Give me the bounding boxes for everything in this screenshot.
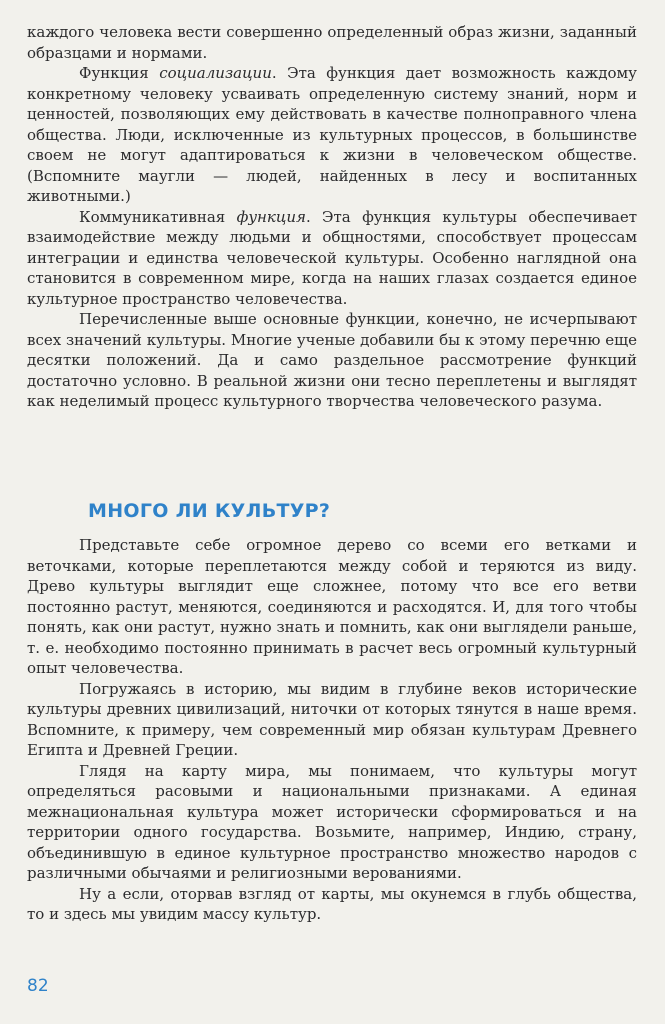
- term-socialization: социализации: [159, 64, 272, 82]
- paragraph-continuation: каждого человека вести совершенно определенный образ жизни, заданный образцами и нормами.: [27, 23, 637, 62]
- paragraph-map: Глядя на карту мира, мы понимаем, что культуры могут определяться расовыми и национальными признаками. А единая межнациональная культура может исторически сформироваться и на территории одного государства. Возьмите, например, Индию, страну, объединившую в единое культурное пространство множество народов с различными обычаями и религиозными верованиями.: [27, 761, 637, 882]
- paragraph-body: . Эта функция культуры обеспечивает взаимодействие между людьми и общностями, способствует процессам интеграции и единства человеческой культуры. Особенно наглядной она становится в современном мире, когда на наших глазах создается единое культурное пространство человечества.: [27, 207, 638, 308]
- paragraph-body: . Эта функция дает возможность каждому конкретному человеку усваивать определенную систему знаний, норм и ценностей, позволяющих ему действовать в качестве полноправного члена общества. Люди, исключенные из культурных процессов, в большинстве своем не могут адаптироваться к жизни в человеческом обществе. (Вспомните маугли — людей, найденных в лесу и воспитанных животными.): [27, 64, 637, 205]
- term-function: функция: [236, 207, 306, 226]
- paragraph-tree: Представьте себе огромное дерево со всеми его ветками и веточками, которые переплетаются между собой и теряются из виду. Древо культуры выглядит еще сложнее, потому что все его ветви постоянно растут, меняются, соединяются и расходятся. И, для того чтобы понять, как они растут, нужно знать и помнить, как они выглядели раньше, т. е. необходимо постоянно принимать в расчет весь огромный культурный опыт человечества.: [27, 536, 637, 677]
- paragraph-communicative: [27, 207, 637, 310]
- paragraph-history: Погружаясь в историю, мы видим в глубине веков исторические культуры древних цивилизаций, ниточки от которых тянутся в наше время. Вспомните, к примеру, чем современный мир обязан культурам Древнего Египта и Древней Греции.: [27, 679, 637, 759]
- paragraph-socialization: [27, 63, 637, 207]
- paragraph-lead: Функция: [79, 64, 160, 82]
- section-heading: МНОГО ЛИ КУЛЬТУР?: [88, 500, 331, 522]
- paragraph-lead: Коммуникативная: [79, 207, 237, 226]
- paragraph-society: Ну а если, оторвав взгляд от карты, мы окунемся в глубь общества, то и здесь мы увидим массу культур.: [27, 884, 637, 923]
- paragraph-summary: Перечисленные выше основные функции, конечно, не исчерпывают всех значений культуры. Многие ученые добавили бы к этому перечню еще десятки положений. Да и само раздельное рассмотрение функций достаточно условно. В реальной жизни они тесно переплетены и выглядят как неделимый процесс культурного творчества человеческого разума.: [27, 310, 637, 410]
- text-block-cultures: [27, 535, 637, 925]
- page-number: 82: [27, 976, 49, 996]
- text-block-functions: [27, 22, 637, 412]
